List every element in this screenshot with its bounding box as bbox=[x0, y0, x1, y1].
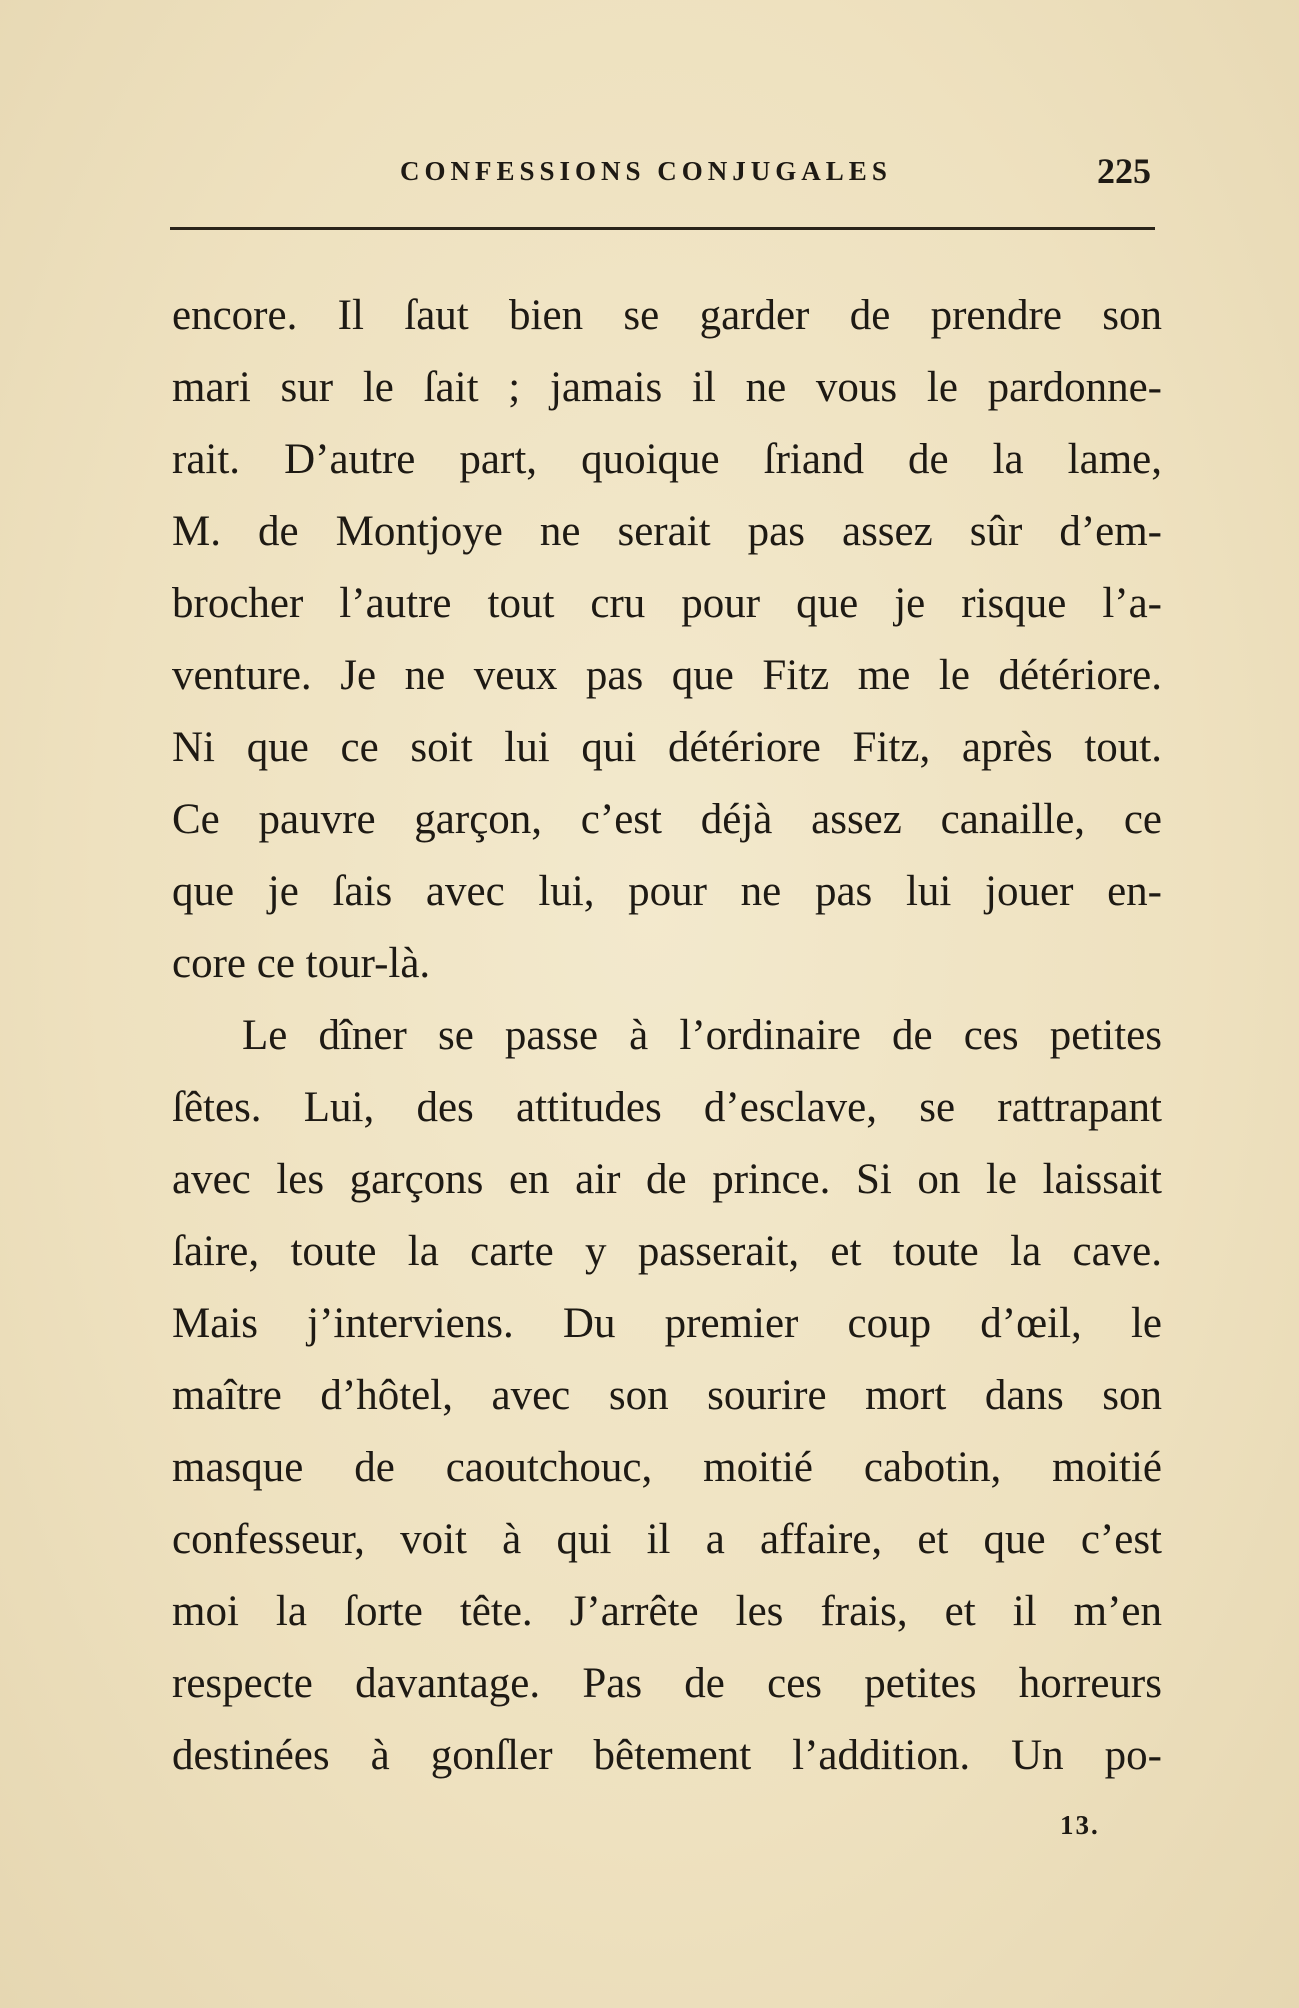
text-line: core ce tour-là. bbox=[172, 940, 431, 987]
text-line: Mais j’interviens. Du premier coup d’œil, le bbox=[172, 1300, 1162, 1347]
running-head bbox=[170, 150, 1155, 200]
text-line: venture. Je ne veux pas que Fitz me le détériore. bbox=[172, 652, 1162, 699]
text-line: masque de caoutchouc, moitié cabotin, moitié bbox=[172, 1444, 1162, 1491]
body-text bbox=[172, 280, 1162, 1792]
text-line: rait. D’autre part, quoique ſriand de la lame, bbox=[172, 436, 1162, 483]
text-line: Ce pauvre garçon, c’est déjà assez canaille, ce bbox=[172, 796, 1162, 843]
text-line: M. de Montjoye ne serait pas assez sûr d’em- bbox=[172, 508, 1162, 555]
text-line: mari sur le ſait ; jamais il ne vous le pardonne- bbox=[172, 364, 1162, 411]
text-line: brocher l’autre tout cru pour que je risque l’a- bbox=[172, 580, 1162, 627]
text-line: ſaire, toute la carte y passerait, et toute la cave. bbox=[172, 1228, 1162, 1275]
header-rule bbox=[170, 227, 1155, 230]
text-line: confesseur, voit à qui il a affaire, et que c’est bbox=[172, 1516, 1162, 1563]
signature-mark: 13. bbox=[1060, 1810, 1100, 1840]
text-line: que je ſais avec lui, pour ne pas lui jouer en- bbox=[172, 868, 1162, 915]
text-line: Le dîner se passe à l’ordinaire de ces petites bbox=[242, 1012, 1162, 1059]
text-line: moi la ſorte tête. J’arrête les frais, et il m’en bbox=[172, 1588, 1162, 1635]
text-line: encore. Il ſaut bien se garder de prendre son bbox=[172, 292, 1162, 339]
text-line: ſêtes. Lui, des attitudes d’esclave, se rattrapant bbox=[172, 1084, 1162, 1131]
page-number: 225 bbox=[1097, 151, 1151, 191]
text-line: maître d’hôtel, avec son sourire mort dans son bbox=[172, 1372, 1162, 1419]
text-line: Ni que ce soit lui qui détériore Fitz, après tout. bbox=[172, 724, 1162, 771]
text-line: respecte davantage. Pas de ces petites horreurs bbox=[172, 1660, 1162, 1707]
text-line: destinées à gonſler bêtement l’addition. Un po- bbox=[172, 1732, 1162, 1779]
running-title: CONFESSIONS CONJUGALES bbox=[400, 156, 892, 186]
text-line: avec les garçons en air de prince. Si on le laissait bbox=[172, 1156, 1162, 1203]
